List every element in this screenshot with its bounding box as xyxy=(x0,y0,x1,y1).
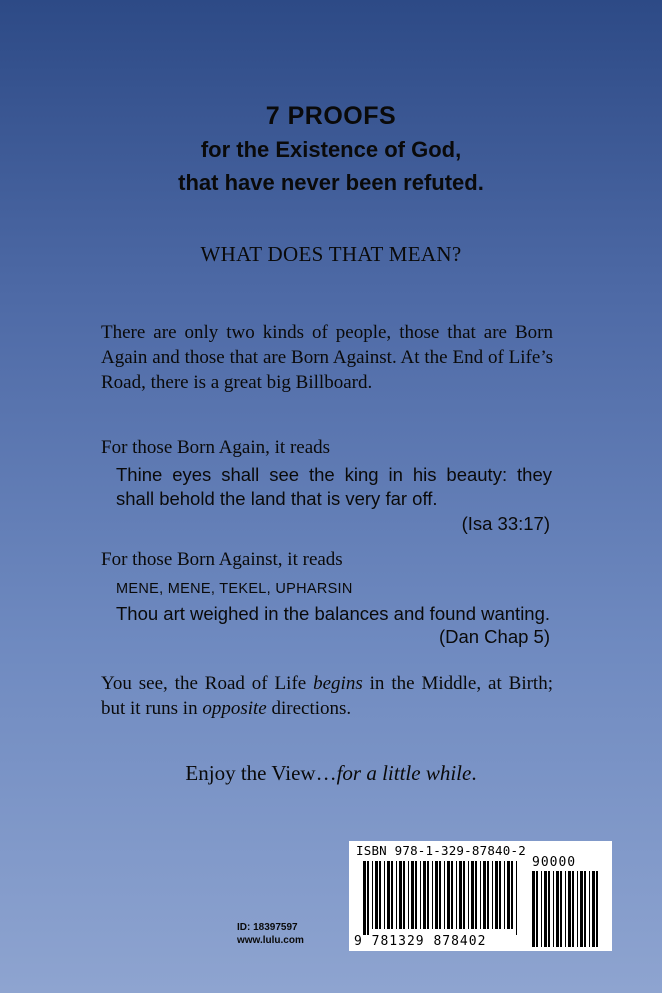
barcode-bar xyxy=(396,861,397,929)
barcode-bar xyxy=(444,861,445,929)
ean-bars xyxy=(363,861,517,935)
barcode-bar xyxy=(572,871,574,947)
barcode-bar xyxy=(499,861,501,929)
closing-end: . xyxy=(471,761,477,785)
scripture-reference-daniel: (Dan Chap 5) xyxy=(438,626,550,647)
barcode-bar xyxy=(475,861,477,929)
barcode-bar xyxy=(544,871,547,947)
publisher-id: ID: 18397597 xyxy=(237,922,298,933)
road-emphasis-begins: begins xyxy=(313,673,363,694)
barcode-bar xyxy=(568,871,571,947)
barcode-bar xyxy=(408,861,409,929)
title-line-2: for the Existence of God, xyxy=(200,137,462,162)
question-heading: WHAT DOES THAT MEAN? xyxy=(200,242,462,266)
barcode-bar xyxy=(384,861,385,929)
isbn-number: ISBN 978-1-329-87840-2 xyxy=(356,843,526,858)
barcode-bar xyxy=(391,861,393,929)
road-text-2: in the Middle, at Birth; but it runs in xyxy=(101,673,553,719)
barcode-bar xyxy=(577,871,578,947)
barcode-bar xyxy=(584,871,586,947)
barcode-bar xyxy=(420,861,421,929)
barcode-bar xyxy=(415,861,417,929)
barcode-bar xyxy=(471,861,474,929)
born-again-lead: For those Born Again, it reads xyxy=(101,437,331,458)
barcode-bar xyxy=(560,871,562,947)
barcode-bar xyxy=(536,871,538,947)
barcode-bar xyxy=(507,861,510,929)
barcode-bar xyxy=(375,861,378,929)
barcode-bar xyxy=(580,871,583,947)
barcode-bar xyxy=(596,871,598,947)
scripture-quote-isaiah: Thine eyes shall see the king in his beauty: they shall behold the land that is very far off. xyxy=(116,464,552,509)
barcode-bar xyxy=(592,871,595,947)
barcode-bar xyxy=(548,871,550,947)
born-against-lead: For those Born Against, it reads xyxy=(101,549,343,570)
barcode-bar xyxy=(565,871,566,947)
barcode-bar xyxy=(363,861,366,935)
closing-line xyxy=(0,761,662,786)
barcode-bar xyxy=(451,861,453,929)
title-line-1: 7 PROOFS xyxy=(265,102,397,130)
barcode-bar xyxy=(447,861,450,929)
barcode-digits: 9 781329 878402 xyxy=(354,934,487,949)
scripture-reference-isaiah: (Isa 33:17) xyxy=(461,513,550,534)
addon-bars xyxy=(532,871,598,947)
barcode-bar xyxy=(463,861,465,929)
road-emphasis-opposite: opposite xyxy=(202,698,267,719)
isbn-barcode xyxy=(349,841,612,951)
barcode-bar xyxy=(480,861,481,929)
barcode-bar xyxy=(423,861,426,929)
closing-italic: for a little while xyxy=(336,761,472,785)
barcode-bar xyxy=(427,861,429,929)
barcode-bar xyxy=(589,871,590,947)
barcode-bar xyxy=(399,861,402,929)
barcode-bar xyxy=(387,861,390,929)
intro-paragraph: There are only two kinds of people, those that are Born Again and those that are Born Against. At the End of Life’s Road, there is a great big Billboard. xyxy=(101,322,553,393)
barcode-bar xyxy=(379,861,381,929)
road-text-1: You see, the Road of Life xyxy=(101,673,314,694)
barcode-bar xyxy=(532,871,535,947)
publisher-website: www.lulu.com xyxy=(237,935,304,946)
barcode-bar xyxy=(372,861,373,929)
barcode-bar xyxy=(439,861,441,929)
barcode-bar xyxy=(553,871,554,947)
barcode-bar xyxy=(411,861,414,929)
barcode-bar xyxy=(495,861,498,929)
mene-inscription: MENE, MENE, TEKEL, UPHARSIN xyxy=(116,581,353,597)
barcode-bar xyxy=(483,861,486,929)
barcode-addon-digits: 90000 xyxy=(532,855,577,870)
barcode-bar xyxy=(367,861,369,935)
barcode-bar xyxy=(487,861,489,929)
barcode-bar xyxy=(432,861,433,929)
barcode-bar xyxy=(468,861,469,929)
barcode-bar xyxy=(492,861,493,929)
barcode-bar xyxy=(556,871,559,947)
barcode-bar xyxy=(541,871,542,947)
road-text-3: directions. xyxy=(266,698,352,719)
barcode-bar xyxy=(435,861,438,929)
road-paragraph xyxy=(101,671,553,721)
barcode-bar xyxy=(511,861,513,929)
barcode-bar xyxy=(403,861,405,929)
scripture-quote-daniel: Thou art weighed in the balances and found wanting. xyxy=(116,603,551,624)
barcode-bar xyxy=(456,861,457,929)
title-line-3: that have never been refuted. xyxy=(178,170,484,195)
barcode-bar xyxy=(504,861,505,929)
closing-plain: Enjoy the View… xyxy=(185,761,337,785)
barcode-bar xyxy=(459,861,462,929)
barcode-bar xyxy=(516,861,517,935)
